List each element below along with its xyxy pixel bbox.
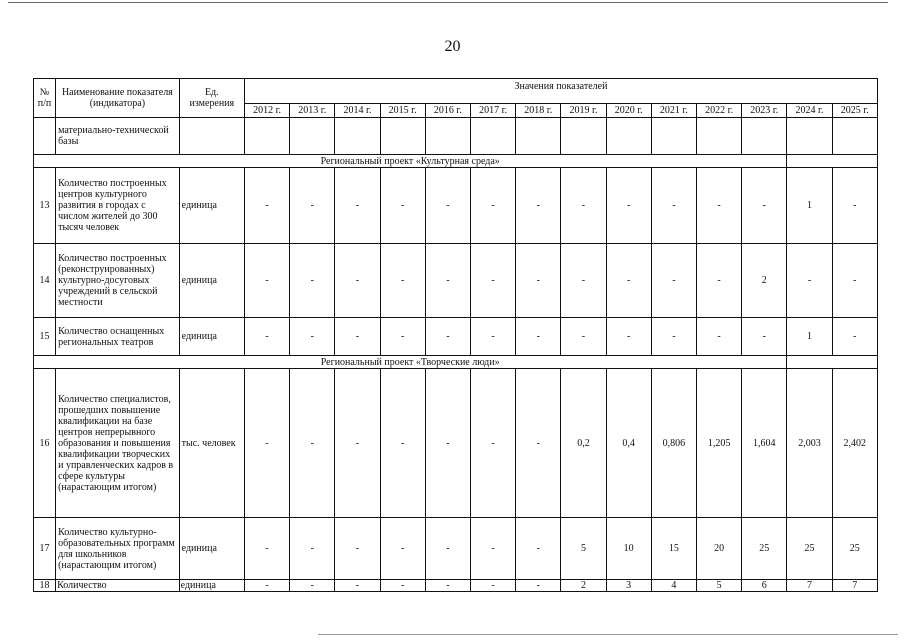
row-value: 0,2 — [561, 369, 606, 518]
row-value — [516, 118, 561, 155]
row-value: - — [787, 244, 832, 318]
row-value: - — [696, 318, 741, 356]
row-value: - — [832, 244, 877, 318]
header-unit: Ед. измерения — [179, 79, 244, 118]
row-value: 2,003 — [787, 369, 832, 518]
row-value: - — [380, 518, 425, 580]
row-name: Количество специалистов, прошедших повышение квалификации на базе центров непрерывного образования и повышения квалификации творческих и управленческих кадров в сфере культуры (нарастающим итогом) — [56, 369, 180, 518]
row-value: 2 — [742, 244, 787, 318]
row-unit — [179, 118, 244, 155]
table-row — [34, 318, 878, 356]
table-row — [34, 168, 878, 244]
table-row — [34, 369, 878, 518]
row-value: - — [290, 518, 335, 580]
row-value: - — [470, 518, 515, 580]
row-value: - — [516, 369, 561, 518]
row-value: - — [335, 518, 380, 580]
row-value: - — [470, 369, 515, 518]
row-value: - — [244, 318, 289, 356]
row-value: 15 — [651, 518, 696, 580]
row-name: Количество — [56, 580, 180, 592]
row-value: 1 — [787, 168, 832, 244]
row-value: - — [470, 244, 515, 318]
row-value: - — [380, 369, 425, 518]
row-value: 6 — [742, 580, 787, 592]
row-value: - — [651, 168, 696, 244]
row-value: - — [335, 318, 380, 356]
row-value: - — [335, 244, 380, 318]
row-value: - — [561, 168, 606, 244]
row-value — [832, 118, 877, 155]
row-num: 14 — [34, 244, 56, 318]
row-value: - — [832, 318, 877, 356]
row-value: - — [516, 580, 561, 592]
row-value — [244, 118, 289, 155]
row-value: - — [290, 318, 335, 356]
row-value — [651, 118, 696, 155]
row-value: - — [606, 168, 651, 244]
row-value: - — [696, 244, 741, 318]
row-value: - — [335, 168, 380, 244]
row-value: - — [290, 369, 335, 518]
row-value: - — [425, 369, 470, 518]
indicators-table — [33, 78, 878, 592]
header-name: Наименование показателя (индикатора) — [56, 79, 180, 118]
header-year: 2025 г. — [832, 104, 877, 118]
header-year: 2024 г. — [787, 104, 832, 118]
row-value: - — [696, 168, 741, 244]
row-value: 7 — [832, 580, 877, 592]
row-value: - — [380, 168, 425, 244]
row-value: 5 — [561, 518, 606, 580]
row-name: Количество построенных (реконструированных) культурно-досуговых учреждений в сельской местности — [56, 244, 180, 318]
row-value: 7 — [787, 580, 832, 592]
row-value: 2 — [561, 580, 606, 592]
row-num: 15 — [34, 318, 56, 356]
row-value: - — [380, 580, 425, 592]
row-value: - — [244, 168, 289, 244]
table-row — [34, 580, 878, 592]
header-values: Значения показателей — [244, 79, 877, 104]
row-value: - — [425, 244, 470, 318]
row-value: 1 — [787, 318, 832, 356]
row-value — [561, 118, 606, 155]
row-num: 13 — [34, 168, 56, 244]
header-year: 2015 г. — [380, 104, 425, 118]
header-year: 2019 г. — [561, 104, 606, 118]
page-top-border — [8, 2, 888, 3]
row-value: 2,402 — [832, 369, 877, 518]
row-num: 17 — [34, 518, 56, 580]
row-unit: тыс. человек — [179, 369, 244, 518]
section-tail — [787, 155, 878, 168]
row-value: 25 — [742, 518, 787, 580]
header-year: 2017 г. — [470, 104, 515, 118]
row-value: - — [832, 168, 877, 244]
row-value: - — [335, 369, 380, 518]
section-tail — [787, 356, 878, 369]
row-value: 3 — [606, 580, 651, 592]
header-year: 2014 г. — [335, 104, 380, 118]
row-value: - — [561, 244, 606, 318]
row-value — [425, 118, 470, 155]
row-value: - — [651, 318, 696, 356]
header-year: 2023 г. — [742, 104, 787, 118]
header-year: 2021 г. — [651, 104, 696, 118]
row-value: - — [244, 518, 289, 580]
row-value: - — [244, 580, 289, 592]
row-value: - — [606, 318, 651, 356]
row-num — [34, 118, 56, 155]
header-num: № п/п — [34, 79, 56, 118]
row-value: - — [470, 168, 515, 244]
table-row — [34, 518, 878, 580]
table-row-continuation — [34, 118, 878, 155]
header-year: 2020 г. — [606, 104, 651, 118]
row-value: - — [425, 580, 470, 592]
row-value — [606, 118, 651, 155]
row-unit: единица — [179, 580, 244, 592]
row-value: - — [606, 244, 651, 318]
row-value: - — [290, 168, 335, 244]
row-value: - — [290, 244, 335, 318]
header-year: 2016 г. — [425, 104, 470, 118]
row-value: - — [425, 318, 470, 356]
row-value: 5 — [696, 580, 741, 592]
row-value — [742, 118, 787, 155]
row-value: 25 — [787, 518, 832, 580]
table-row — [34, 244, 878, 318]
row-value — [470, 118, 515, 155]
row-value: - — [516, 168, 561, 244]
row-num: 16 — [34, 369, 56, 518]
row-name: Количество культурно-образовательных программ для школьников (нарастающим итогом) — [56, 518, 180, 580]
row-value: 0,4 — [606, 369, 651, 518]
row-value: - — [380, 244, 425, 318]
section-row — [34, 356, 878, 369]
row-name: материально-технической базы — [56, 118, 180, 155]
row-value — [696, 118, 741, 155]
row-value: - — [425, 168, 470, 244]
row-value: - — [425, 518, 470, 580]
row-unit: единица — [179, 518, 244, 580]
row-value: 25 — [832, 518, 877, 580]
row-value: 1,604 — [742, 369, 787, 518]
section-title: Региональный проект «Творческие люди» — [34, 356, 787, 369]
row-value: - — [380, 318, 425, 356]
row-value: - — [516, 318, 561, 356]
row-value: 4 — [651, 580, 696, 592]
header-year: 2013 г. — [290, 104, 335, 118]
row-value: - — [516, 244, 561, 318]
row-value: - — [651, 244, 696, 318]
row-value: 20 — [696, 518, 741, 580]
row-value: - — [742, 318, 787, 356]
row-value — [380, 118, 425, 155]
header-year: 2018 г. — [516, 104, 561, 118]
row-unit: единица — [179, 168, 244, 244]
row-unit: единица — [179, 318, 244, 356]
row-value: - — [516, 518, 561, 580]
section-row — [34, 155, 878, 168]
row-value: - — [290, 580, 335, 592]
row-name: Количество оснащенных региональных театров — [56, 318, 180, 356]
row-value: 10 — [606, 518, 651, 580]
page-bottom-border — [318, 634, 898, 635]
header-year: 2022 г. — [696, 104, 741, 118]
page-number: 20 — [444, 38, 461, 55]
header-year: 2012 г. — [244, 104, 289, 118]
row-unit: единица — [179, 244, 244, 318]
row-value — [335, 118, 380, 155]
row-value: - — [335, 580, 380, 592]
row-value: 0,806 — [651, 369, 696, 518]
row-value: - — [244, 369, 289, 518]
section-title: Региональный проект «Культурная среда» — [34, 155, 787, 168]
row-name: Количество построенных центров культурного развития в городах с числом жителей до 300 тысяч человек — [56, 168, 180, 244]
row-value: - — [561, 318, 606, 356]
row-value — [290, 118, 335, 155]
row-value — [787, 118, 832, 155]
row-num: 18 — [34, 580, 56, 592]
row-value: 1,205 — [696, 369, 741, 518]
row-value: - — [470, 318, 515, 356]
row-value: - — [742, 168, 787, 244]
row-value: - — [244, 244, 289, 318]
row-value: - — [470, 580, 515, 592]
